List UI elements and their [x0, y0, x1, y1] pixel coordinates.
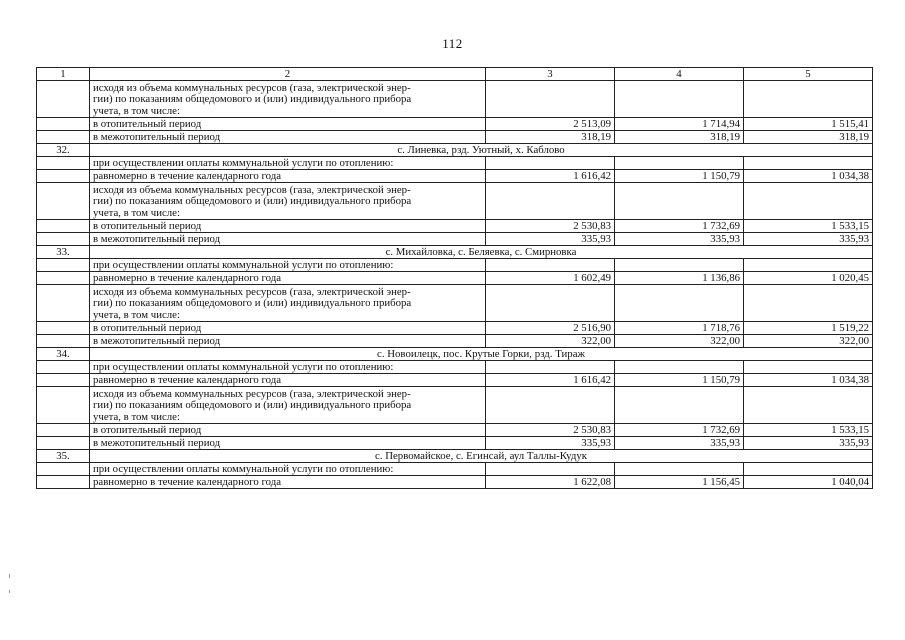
evenly-label: равномерно в течение календарного года: [90, 374, 486, 387]
value-cell: 1 616,42: [486, 374, 615, 387]
section-header-row: [37, 246, 873, 259]
metered-label: исходя из объема коммунальных ресурсов (газа, электрической энер- гии) по показаниям общедомового и (или) индивидуального прибора учета, в том числе:: [90, 81, 486, 118]
table-row: [37, 374, 873, 387]
metered-label: исходя из объема коммунальных ресурсов (газа, электрической энер- гии) по показаниям общедомового и (или) индивидуального прибора учета, в том числе:: [90, 285, 486, 322]
value-cell: 1 515,41: [744, 118, 873, 131]
value-cell: 2 530,83: [486, 424, 615, 437]
column-header: 3: [486, 68, 615, 81]
section-header-row: [37, 450, 873, 463]
value-cell: 2 516,90: [486, 322, 615, 335]
column-header: 2: [90, 68, 486, 81]
value-cell: 322,00: [744, 335, 873, 348]
non-heating-label: в межотопительный период: [90, 233, 486, 246]
value-cell: 1 519,22: [744, 322, 873, 335]
value-cell: 1 732,69: [615, 424, 744, 437]
value-cell: 335,93: [744, 233, 873, 246]
section-location: с. Новоилецк, пос. Крутые Горки, рзд. Тираж: [90, 348, 873, 361]
table-row: [37, 259, 873, 272]
table-row: [37, 361, 873, 374]
value-cell: 335,93: [615, 233, 744, 246]
payment-label: при осуществлении оплаты коммунальной услуги по отоплению:: [90, 361, 486, 374]
table-row: [37, 220, 873, 233]
section-location: с. Первомайское, с. Егинсай, аул Таллы-Кудук: [90, 450, 873, 463]
section-index: 34.: [37, 348, 90, 361]
value-cell: 1 602,49: [486, 272, 615, 285]
value-cell: 1 040,04: [744, 476, 873, 489]
value-cell: 1 714,94: [615, 118, 744, 131]
value-cell: 335,93: [486, 437, 615, 450]
section-index: 32.: [37, 144, 90, 157]
value-cell: 1 034,38: [744, 374, 873, 387]
value-cell: 1 718,76: [615, 322, 744, 335]
evenly-label: равномерно в течение календарного года: [90, 272, 486, 285]
table-row: [37, 233, 873, 246]
table-row: [37, 118, 873, 131]
value-cell: 335,93: [744, 437, 873, 450]
section-header-row: [37, 144, 873, 157]
scan-margin-mark: [9, 574, 10, 578]
table-row: [37, 476, 873, 489]
page-number: 112: [442, 36, 463, 51]
column-header: 5: [744, 68, 873, 81]
value-cell: 1 150,79: [615, 170, 744, 183]
heating-label: в отопительный период: [90, 424, 486, 437]
value-cell: 1 616,42: [486, 170, 615, 183]
non-heating-label: в межотопительный период: [90, 131, 486, 144]
value-cell: 1 533,15: [744, 424, 873, 437]
value-cell: 1 622,08: [486, 476, 615, 489]
section-location: с. Михайловка, с. Беляевка, с. Смирновка: [90, 246, 873, 259]
value-cell: 322,00: [486, 335, 615, 348]
table-row: [37, 285, 873, 322]
table-row: [37, 272, 873, 285]
column-header: 1: [37, 68, 90, 81]
value-cell: 322,00: [615, 335, 744, 348]
payment-label: при осуществлении оплаты коммунальной услуги по отоплению:: [90, 463, 486, 476]
section-index: 35.: [37, 450, 90, 463]
value-cell: 335,93: [486, 233, 615, 246]
value-cell: 2 513,09: [486, 118, 615, 131]
value-cell: 318,19: [615, 131, 744, 144]
column-header: 4: [615, 68, 744, 81]
heating-label: в отопительный период: [90, 118, 486, 131]
metered-label: исходя из объема коммунальных ресурсов (газа, электрической энер- гии) по показаниям общедомового и (или) индивидуального прибора учета, в том числе:: [90, 183, 486, 220]
table-row: [37, 335, 873, 348]
column-number-row: [37, 68, 873, 81]
table-row: [37, 322, 873, 335]
value-cell: 1 034,38: [744, 170, 873, 183]
table-row: [37, 183, 873, 220]
table-row: [37, 170, 873, 183]
tariff-table: [36, 67, 873, 489]
value-cell: 318,19: [486, 131, 615, 144]
table-row: [37, 424, 873, 437]
heating-label: в отопительный период: [90, 322, 486, 335]
table-row: [37, 463, 873, 476]
evenly-label: равномерно в течение календарного года: [90, 170, 486, 183]
table-row: [37, 131, 873, 144]
value-cell: 2 530,83: [486, 220, 615, 233]
value-cell: 1 150,79: [615, 374, 744, 387]
non-heating-label: в межотопительный период: [90, 437, 486, 450]
table-row: [37, 157, 873, 170]
value-cell: 1 732,69: [615, 220, 744, 233]
non-heating-label: в межотопительный период: [90, 335, 486, 348]
evenly-label: равномерно в течение календарного года: [90, 476, 486, 489]
table-row: [37, 437, 873, 450]
table-row: [37, 81, 873, 118]
table-row: [37, 387, 873, 424]
scan-margin-mark: [9, 590, 10, 593]
value-cell: 1 533,15: [744, 220, 873, 233]
metered-label: исходя из объема коммунальных ресурсов (газа, электрической энер- гии) по показаниям общедомового и (или) индивидуального прибора учета, в том числе:: [90, 387, 486, 424]
value-cell: 1 136,86: [615, 272, 744, 285]
section-header-row: [37, 348, 873, 361]
section-location: с. Линевка, рзд. Уютный, х. Каблово: [90, 144, 873, 157]
value-cell: 1 156,45: [615, 476, 744, 489]
value-cell: 1 020,45: [744, 272, 873, 285]
value-cell: 318,19: [744, 131, 873, 144]
section-index: 33.: [37, 246, 90, 259]
payment-label: при осуществлении оплаты коммунальной услуги по отоплению:: [90, 259, 486, 272]
value-cell: 335,93: [615, 437, 744, 450]
payment-label: при осуществлении оплаты коммунальной услуги по отоплению:: [90, 157, 486, 170]
heating-label: в отопительный период: [90, 220, 486, 233]
